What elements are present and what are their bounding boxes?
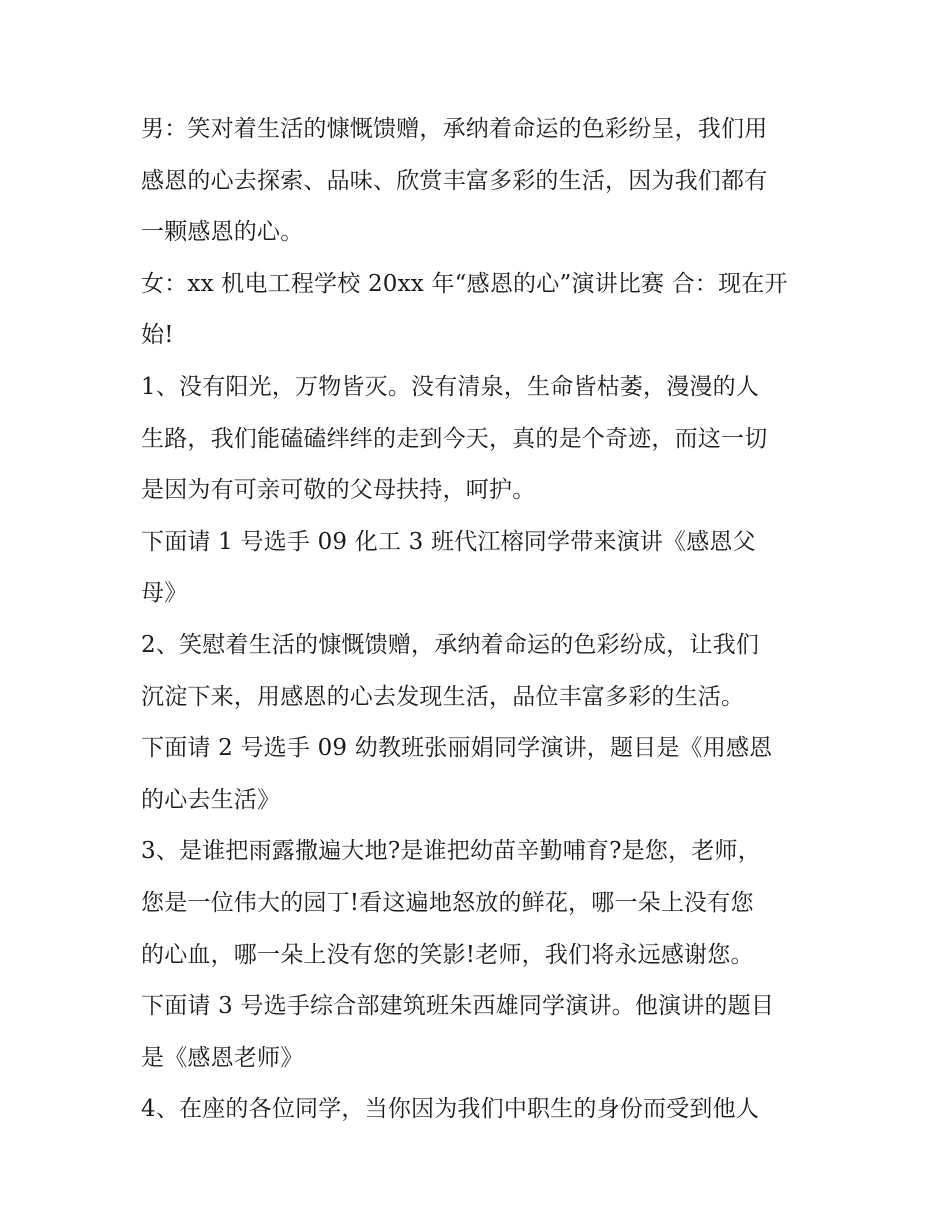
text-line: 下面请 2 号选手 09 幼教班张丽娟同学演讲，题目是《用感恩 xyxy=(141,735,773,762)
text-line: 母》 xyxy=(141,580,188,607)
text-line: 4、在座的各位同学，当你因为我们中职生的身份而受到他人 xyxy=(141,1096,760,1123)
text-line: 始! xyxy=(141,322,174,349)
text-line: 下面请 1 号选手 09 化工 3 班代江榕同学带来演讲《感恩父 xyxy=(141,528,756,555)
text-line: 您是一位伟大的园丁!看这遍地怒放的鲜花，哪一朵上没有您 xyxy=(141,889,754,916)
text-line: 是因为有可亲可敬的父母扶持，呵护。 xyxy=(141,477,536,504)
text-line: 一颗感恩的心。 xyxy=(141,219,304,246)
text-line: 是《感恩老师》 xyxy=(141,1044,304,1071)
text-line: 的心血，哪一朵上没有您的笑影!老师，我们将永远感谢您。 xyxy=(141,941,754,968)
text-line: 下面请 3 号选手综合部建筑班朱西雄同学演讲。他演讲的题目 xyxy=(141,993,775,1020)
text-line: 男：笑对着生活的慷慨馈赠，承纳着命运的色彩纷呈，我们用 xyxy=(141,116,768,142)
text-line: 感恩的心去探索、品味、欣赏丰富多彩的生活，因为我们都有 xyxy=(141,167,768,194)
text-line: 女：xx 机电工程学校 20xx 年“感恩的心”演讲比赛 合：现在开 xyxy=(141,270,788,297)
document-body xyxy=(141,104,821,1136)
text-line: 1、没有阳光，万物皆灭。没有清泉，生命皆枯萎，漫漫的人 xyxy=(141,373,760,400)
text-line: 的心去生活》 xyxy=(141,786,281,813)
text-line: 沉淀下来，用感恩的心去发现生活，品位丰富多彩的生活。 xyxy=(141,683,745,710)
text-line: 生路，我们能磕磕绊绊的走到今天，真的是个奇迹，而这一切 xyxy=(141,425,768,452)
text-line: 2、笑慰着生活的慷慨馈赠，承纳着命运的色彩纷成，让我们 xyxy=(141,631,760,658)
text-line: 3、是谁把雨露撒遍大地?是谁把幼苗辛勤哺育?是您，老师， xyxy=(141,838,761,865)
